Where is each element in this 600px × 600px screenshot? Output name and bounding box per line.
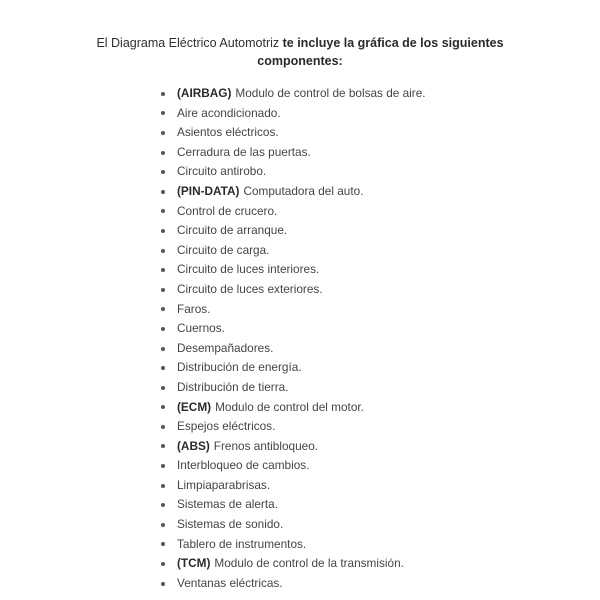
bullet-icon — [161, 542, 165, 546]
component-name: Circuito de carga. — [177, 242, 270, 257]
bullet-icon — [161, 503, 165, 507]
bullet-icon — [161, 347, 165, 351]
list-item — [161, 202, 426, 222]
bullet-icon — [161, 268, 165, 272]
list-item — [161, 182, 426, 202]
bullet-icon — [161, 307, 165, 311]
component-name: Circuito antirobo. — [177, 164, 267, 179]
bullet-icon — [161, 484, 165, 488]
bullet-icon — [161, 562, 165, 566]
list-item — [161, 358, 426, 378]
component-name: Circuito de arranque. — [177, 223, 288, 238]
list-item — [161, 535, 426, 555]
component-code: (ABS) — [177, 438, 210, 453]
component-code: (TCM) — [177, 556, 211, 571]
component-name: Tablero de instrumentos. — [177, 536, 307, 551]
list-item — [161, 104, 426, 124]
list-item — [161, 319, 426, 339]
list-item — [161, 495, 426, 515]
bullet-icon — [161, 111, 165, 115]
bullet-icon — [161, 405, 165, 409]
list-item — [161, 123, 426, 143]
list-item — [161, 162, 426, 182]
bullet-icon — [161, 523, 165, 527]
bullet-icon — [161, 327, 165, 331]
component-name: Distribución de energía. — [177, 360, 302, 375]
list-item — [161, 280, 426, 300]
component-code: (PIN-DATA) — [177, 183, 240, 198]
list-item — [161, 339, 426, 359]
component-name: Modulo de control de la transmisión. — [214, 556, 404, 571]
list-item — [161, 554, 426, 574]
component-name: Modulo de control de bolsas de aire. — [235, 86, 426, 100]
component-name: Computadora del auto. — [243, 183, 364, 198]
list-item — [161, 437, 426, 457]
list-item — [161, 515, 426, 535]
list-item — [161, 456, 426, 476]
list-item — [161, 300, 426, 320]
component-name: Faros. — [177, 301, 211, 316]
bullet-icon — [161, 249, 165, 253]
list-item — [161, 143, 426, 163]
list-item — [161, 398, 426, 418]
bullet-icon — [161, 444, 165, 448]
component-name: Modulo de control del motor. — [215, 399, 364, 414]
component-name: Distribución de tierra. — [177, 379, 289, 394]
component-name: Espejos eléctricos. — [177, 419, 276, 434]
bullet-icon — [161, 131, 165, 135]
bullet-icon — [161, 170, 165, 174]
bullet-icon — [161, 366, 165, 370]
bullet-icon — [161, 229, 165, 233]
list-item — [161, 378, 426, 398]
component-name: Desempañadores. — [177, 340, 274, 355]
list-item — [161, 260, 426, 280]
list-item — [161, 84, 426, 104]
bullet-icon — [161, 582, 165, 586]
component-code: (AIRBAG) — [177, 86, 232, 100]
component-name: Circuito de luces interiores. — [177, 262, 320, 277]
component-list — [161, 84, 426, 593]
intro-bold-text: te incluye la gráfica de los siguientes componentes: — [257, 36, 504, 68]
component-name: Ventanas eléctricas. — [177, 575, 283, 590]
page-intro — [70, 34, 530, 70]
component-name: Interbloqueo de cambios. — [177, 458, 310, 473]
list-item — [161, 221, 426, 241]
bullet-icon — [161, 288, 165, 292]
bullet-icon — [161, 190, 165, 194]
component-name: Cuernos. — [177, 321, 225, 336]
bullet-icon — [161, 464, 165, 468]
component-name: Asientos eléctricos. — [177, 125, 279, 140]
component-name: Cerradura de las puertas. — [177, 144, 311, 159]
intro-plain-text: El Diagrama Eléctrico Automotriz — [96, 36, 283, 50]
component-name: Circuito de luces exteriores. — [177, 281, 323, 296]
component-name: Sistemas de sonido. — [177, 517, 284, 532]
list-item — [161, 417, 426, 437]
bullet-icon — [161, 386, 165, 390]
component-name: Aire acondicionado. — [177, 105, 281, 120]
component-code: (ECM) — [177, 399, 212, 414]
bullet-icon — [161, 151, 165, 155]
list-item — [161, 241, 426, 261]
component-name: Control de crucero. — [177, 203, 278, 218]
bullet-icon — [161, 425, 165, 429]
component-name: Limpiaparabrisas. — [177, 477, 271, 492]
bullet-icon — [161, 92, 165, 96]
list-item — [161, 476, 426, 496]
bullet-icon — [161, 209, 165, 213]
component-name: Sistemas de alerta. — [177, 497, 278, 512]
list-item — [161, 574, 426, 594]
component-name: Frenos antibloqueo. — [213, 438, 319, 453]
